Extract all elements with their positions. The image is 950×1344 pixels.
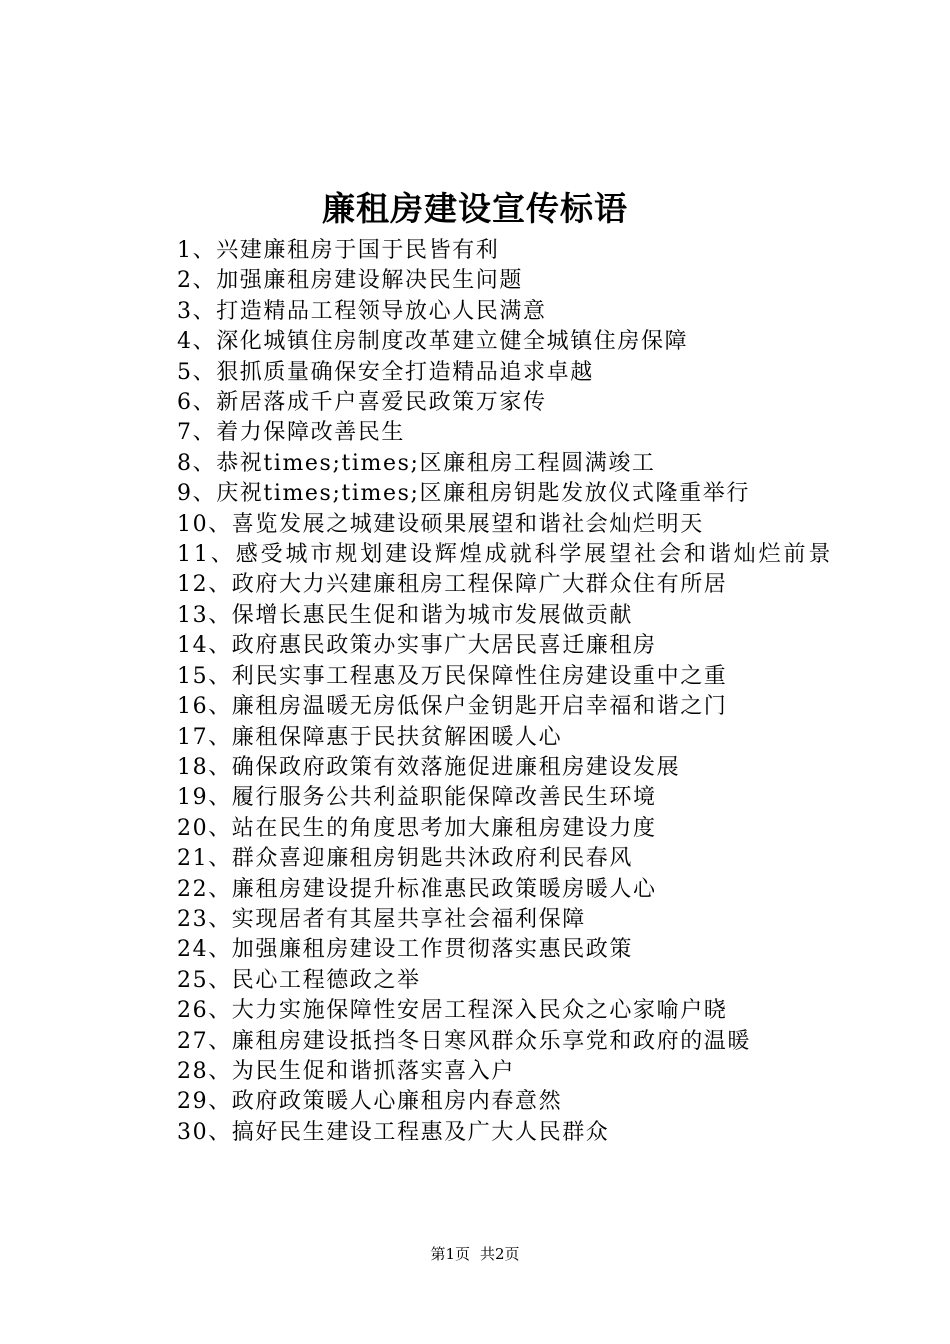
- slogan-item: 7、着力保障改善民生: [177, 420, 405, 446]
- slogan-item: 28、为民生促和谐抓落实喜入户: [177, 1058, 515, 1084]
- slogan-item: 9、庆祝times;times;区廉租房钥匙发放仪式隆重举行: [177, 481, 750, 507]
- slogan-item: 13、保增长惠民生促和谐为城市发展做贡献: [177, 602, 633, 628]
- slogan-item: 21、群众喜迎廉租房钥匙共沐政府利民春风: [177, 846, 633, 872]
- slogan-item: 4、深化城镇住房制度改革建立健全城镇住房保障: [177, 329, 689, 355]
- slogan-item: 14、政府惠民政策办实事广大居民喜迁廉租房: [177, 633, 657, 659]
- slogan-item: 30、搞好民生建设工程惠及广大人民群众: [177, 1119, 610, 1145]
- slogan-list: [130, 236, 850, 1148]
- slogan-item: 10、喜览发展之城建设硕果展望和谐社会灿烂明天: [177, 511, 704, 537]
- slogan-item: 23、实现居者有其屋共享社会福利保障: [177, 906, 586, 932]
- slogan-item: 11、感受城市规划建设辉煌成就科学展望社会和谐灿烂前景: [177, 542, 834, 568]
- slogan-item: 25、民心工程德政之举: [177, 967, 421, 993]
- slogan-item: 27、廉租房建设抵挡冬日寒风群众乐享党和政府的温暖: [177, 1028, 751, 1054]
- slogan-item: 20、站在民生的角度思考加大廉租房建设力度: [177, 815, 657, 841]
- slogan-item: 15、利民实事工程惠及万民保障性住房建设重中之重: [177, 663, 728, 689]
- page-total: 共2页: [480, 1245, 520, 1263]
- document-title: 廉租房建设宣传标语: [322, 189, 628, 228]
- slogan-item: 22、廉租房建设提升标准惠民政策暖房暖人心: [177, 876, 657, 902]
- slogan-item: 1、兴建廉租房于国于民皆有利: [177, 238, 500, 263]
- slogan-item: 24、加强廉租房建设工作贯彻落实惠民政策: [177, 937, 633, 963]
- page-footer: [0, 1244, 950, 1264]
- slogan-item: 16、廉租房温暖无房低保户金钥匙开启幸福和谐之门: [177, 694, 728, 720]
- slogan-item: 3、打造精品工程领导放心人民满意: [177, 298, 547, 324]
- slogan-item: 12、政府大力兴建廉租房工程保障广大群众住有所居: [177, 572, 728, 598]
- page-number: 第1页: [430, 1245, 470, 1263]
- slogan-item: 26、大力实施保障性安居工程深入民众之心家喻户晓: [177, 998, 728, 1024]
- slogan-item: 19、履行服务公共利益职能保障改善民生环境: [177, 785, 657, 811]
- slogan-item: 17、廉租保障惠于民扶贫解困暖人心: [177, 724, 563, 750]
- slogan-item: 5、狠抓质量确保安全打造精品追求卓越: [177, 359, 594, 385]
- slogan-item: 6、新居落成千户喜爱民政策万家传: [177, 390, 547, 416]
- slogan-item: 8、恭祝times;times;区廉租房工程圆满竣工: [177, 450, 656, 476]
- slogan-item: 18、确保政府政策有效落施促进廉租房建设发展: [177, 754, 681, 780]
- slogan-item: 2、加强廉租房建设解决民生问题: [177, 268, 523, 294]
- slogan-item: 29、政府政策暖人心廉租房内春意然: [177, 1089, 563, 1115]
